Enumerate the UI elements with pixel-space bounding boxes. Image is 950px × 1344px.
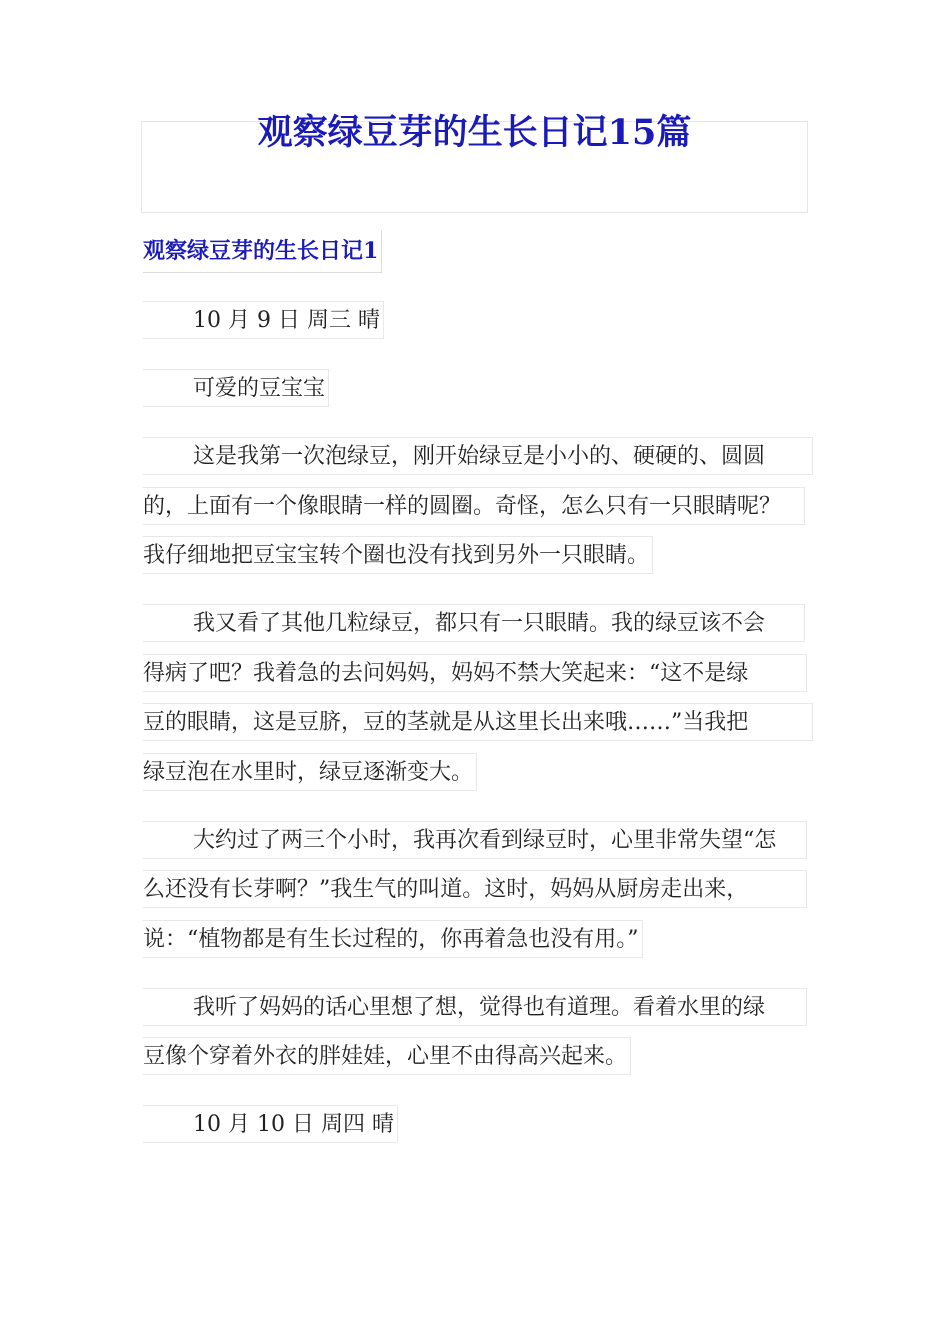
- diary-date: 10 月 10 日 周四 晴: [143, 1105, 398, 1143]
- paragraph-line: 大约过了两三个小时，我再次看到绿豆时，心里非常失望“怎: [143, 821, 807, 859]
- paragraph-line: 我仔细地把豆宝宝转个圈也没有找到另外一只眼睛。: [143, 536, 653, 574]
- paragraph-line: 的，上面有一个像眼睛一样的圆圈。奇怪，怎么只有一只眼睛呢？: [143, 487, 805, 525]
- paragraph-line: 我听了妈妈的话心里想了想，觉得也有道理。看着水里的绿: [143, 988, 807, 1026]
- paragraph-line: 说：“植物都是有生长过程的，你再着急也没有用。”: [143, 920, 643, 958]
- document-title: 观察绿豆芽的生长日记15篇: [257, 112, 692, 153]
- paragraph-line: 么还没有长芽啊？”我生气的叫道。这时，妈妈从厨房走出来，: [143, 870, 807, 908]
- section-title: 观察绿豆芽的生长日记1: [143, 230, 382, 273]
- diary-date: 10 月 9 日 周三 晴: [143, 301, 384, 339]
- paragraph-line: 得病了吧？我着急的去问妈妈，妈妈不禁大笑起来：“这不是绿: [143, 654, 807, 692]
- paragraph-line: 这是我第一次泡绿豆，刚开始绿豆是小小的、硬硬的、圆圆: [143, 437, 813, 475]
- paragraph-line: 我又看了其他几粒绿豆，都只有一只眼睛。我的绿豆该不会: [143, 604, 805, 642]
- paragraph-line: 绿豆泡在水里时，绿豆逐渐变大。: [143, 753, 477, 791]
- diary-subtitle: 可爱的豆宝宝: [143, 369, 329, 407]
- paragraph-line: 豆的眼睛，这是豆脐，豆的茎就是从这里长出来哦……”当我把: [143, 703, 813, 741]
- paragraph-line: 豆像个穿着外衣的胖娃娃，心里不由得高兴起来。: [143, 1037, 631, 1075]
